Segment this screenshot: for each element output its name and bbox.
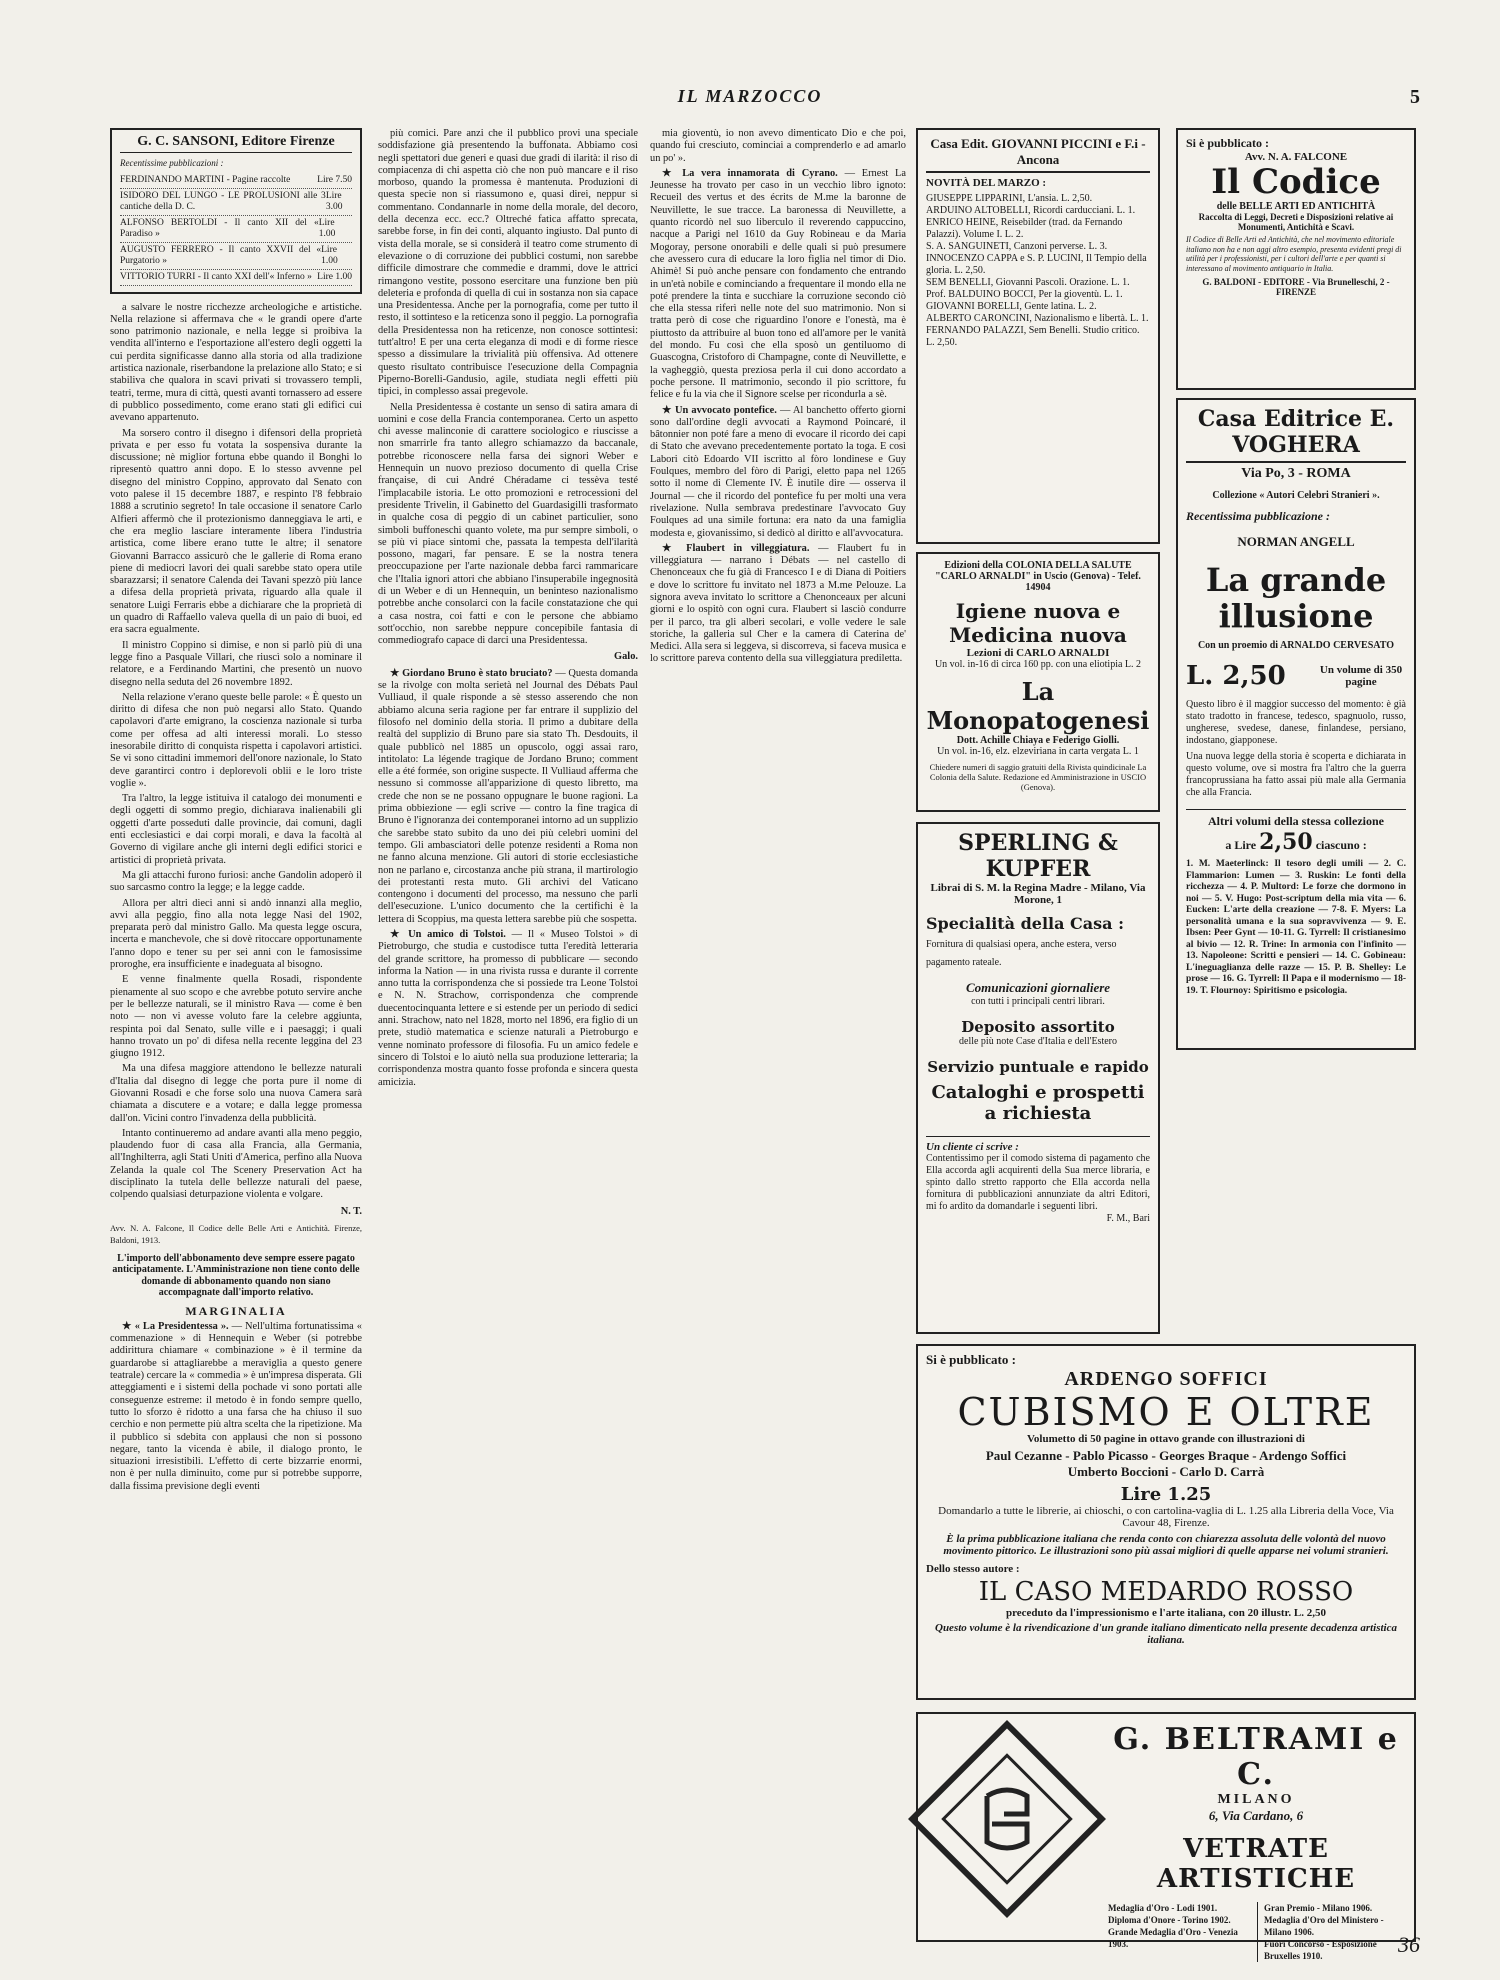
paragraph: Allora per altri dieci anni si andò innanzi alla meglio, avvi alla peggio, fino alla nota legge Nasi del 1902, preparata però dal ministro Gallo. Ma questa legge oscura, incerta e manchevole, che si dovè ritoccare opportunamente l'anno dopo e tener su per sei anni con le famosissime proroghe, era insufficiente e inadeguata al bisogno.	[110, 897, 362, 971]
paragraph: E venne finalmente quella Rosadi, rispondente pienamente al suo scopo e che avrebbe potuto servire anche per le bellezze naturali, se il ministro Rava — come è ben noto — non vi avesse voluto fare la celebre aggiunta, respinta poi dal Senato, sulle ville e i paesaggi; i quali hanno trovato un po' di difesa nella recente leggina del 23 giugno 1912.	[110, 974, 362, 1060]
ad-title: La grande illusione	[1205, 561, 1387, 635]
ad-sub: NOVITÀ DEL MARZO :	[926, 177, 1047, 189]
section-heading: MARGINALIA	[185, 1303, 287, 1318]
article-text: ★ Un avvocato pontefice. — Al banchetto offerto giorni sono dall'ordine degli avvocati a Raymond Poincaré, il bâtonnier non poté fare a meno di evocare il ricordo dei capi di Stato che avevano precedentemente portato la toga. E così Labori citò Edoardo VII iscritto al fòro londinese e Guy Foulques, membro del fòro di Parigi, eletto papa nel 1265 sotto il nome di Clemente IV. È inutile dire — osserva il Journal — che il ricordo del pontefice fu per molti una vera rivelazione. Nulla sembrava predestinare l'avvocato Guy Foulques ad una simile fortuna: era nato da una famiglia modesta e, giovanissimo, si dedicò al diritto e all'avvocatura.	[650, 404, 906, 539]
signature: Galo.	[614, 651, 638, 663]
ad-title: CUBISMO E OLTRE	[957, 1390, 1375, 1434]
article-text: ★ La vera innamorata di Cyrano. — Ernest La Jeunesse ha trovato per caso in un vecchio libro ignoto: Recueil des vertus et des écrits de M.me la baronne de Neuvillette, le sue tracce. La baronessa di Neuvillette, a quanto ricordò nel suo liberculo il reverendo cappuccino, nacque a Parigi nel 1610 da Guy Robineau e da Maria Mogoray, persone onorabili e delle quali si può presumere che avessero cura di educare la loro figlia nel timor di Dio. Ahimè! Si può anche pensare con fondamento che entrando in un'età nobile e cominciando a frequentare il mondo ella ne poté prendere la tinta e succhiare la corruzione secondo ciò che ella stessa riferì nelle note del suo matrimonio. Non si tratta però di cose che riguardino l'onore e l'onestà, ma è piuttosto da attribuire al buon tono ed all'amore per le vanità del mondo. Fu così che ella sposò un gentiluomo di Guascogna, Cristoforo di Champagne, conte di Neuvillette, e la vagheggiò, questa preziosa perla il cui dono accordato a poche persone. Il matrimonio, secondo il pio scrittore, fu felice e fu la via che il Signore scelse per ricondurla a sè.	[650, 167, 906, 401]
ad-head: Edizioni della COLONIA DELLA SALUTE "CARLO ARNALDI" in Uscio (Genova) - Telef. 14904	[935, 560, 1141, 593]
article-title: ★ « La Presidentessa ».	[122, 1320, 229, 1332]
article-text: ★ Flaubert in villeggiatura. — Flaubert fu in villeggiatura — narrano i Débats — nel castello di Chenonceaux che fu già di Francesco I e di Diana di Poitiers e dove lo scrittore fu invitato nel 1873 a M.me Pelouze. La signora aveva invitato lo scrittore a Chenonceaux per alcuni giorni e lo ospitò con ogni cura. Flaubert si lasciò condurre per il parco, tra gli alberi secolari, e volle vedere le sale storiche, la galleria sul Cher e la camera di Caterina de' Medici. Alla sera si leggeva, si discorreva, si faceva musica e lo scrittore pareva contento della sua villeggiatura prediletta.	[650, 542, 906, 665]
ad-item: GIUSEPPE LIPPARINI, L'ansia. L. 2,50.	[926, 193, 1093, 204]
ad-head: G. BELTRAMI e C.	[1113, 1722, 1399, 1792]
ad-title: IL CASO MEDARDO ROSSO	[978, 1577, 1354, 1607]
paragraph: Ma sorsero contro il disegno i difensori della proprietà privata e per esso fu votata la sospensiva durante la discussione; nè miglior fortuna ebbe quando il Bonghi lo ripresentò quattro anni dopo. E lo stesso avvenne pel disegno del ministro Coppino, approvato dal Senato con voto palese il 15 decembre 1887, e respinto l'8 febbraio 1888 a scrutinio segreto! In tale occasione il senatore Carlo Alfieri affermò che il protezionismo danneggiava le arti, e che era meglio lasciare interamente libera l'industria artistica, come libere erano tutte le altre; il senatore Giovanni Barracco assicurò che le gallerie di Roma erano piene di mediocri lavori dei quali sarebbe stato opera utile sbarazzarsi; il senatore Calenda dei Tavani spezzò più lance a difesa della proprietà privata, riguardo alla quale il senatore Luigi Ferraris ebbe a dichiarare che la proprietà di un quadro di Raffaello valeva quella di un paio di buoi, ed era sacra egualmente.	[110, 427, 362, 636]
paragraph: Tra l'altro, la legge istituiva il catalogo dei monumenti e degli oggetti di sommo pregio, dichiarava inalienabili gli oggetti d'arte posseduti dalle provincie, dai comuni, dagli enti ecclesiastici e dai corpi morali, e dava la facoltà al Governo di vigilare anche gli interni degli edifici storici e artistici di proprietà privata.	[110, 793, 362, 866]
book-entry: AUGUSTO FERRERO - Il canto XXVII del « Purgatorio » Lire 1.00	[120, 243, 352, 270]
article-title: ★ Un avvocato pontefice.	[662, 404, 777, 416]
article-title: ★ Flaubert in villeggiatura.	[662, 542, 810, 554]
subscription-notice: L'importo dell'abbonamento deve sempre essere pagato anticipatamente. L'Amministrazione non tiene conto delle domande di abbonamento quando non siano accompagnate dall'importo relativo.	[112, 1252, 360, 1299]
book-entry: VITTORIO TURRI - Il canto XXI dell'« Inferno » Lire 1.00	[120, 270, 352, 286]
paragraph: Ma gli attacchi furono furiosi: anche Gandolin adoperò il suo sarcasmo contro la legge; e la legge cadde.	[110, 869, 362, 894]
ad-item: SEM BENELLI, Giovanni Pascoli. Orazione. L. 1.	[926, 277, 1130, 288]
paragraph: Ma una difesa maggiore attendono le bellezze naturali d'Italia dal disegno di legge che porta pure il nome di Giovanni Rosadi e che forse solo una nuova Camera sarà chiamata a discutere e a votare; e dalla legge promessa dall'on. Vicini contro l'invadenza della pubblicità.	[110, 1063, 362, 1124]
column-3	[650, 128, 906, 1943]
page-number: 5	[1410, 86, 1420, 108]
paragraph: mia gioventù, io non avevo dimenticato Dio e che poi, quando fui cresciuto, cominciai a comprenderlo e ad amarlo un po' ».	[650, 128, 906, 164]
sansoni-ad	[110, 128, 362, 294]
book-entry: ISIDORO DEL LUNGO - LE PROLUSIONI alle 3 cantiche della D. C. Lire 3.00	[120, 189, 352, 216]
signature: N. T.	[340, 1205, 362, 1217]
gb-monogram-logo	[932, 1744, 1082, 1894]
voghera-ad: Casa Editrice E. VOGHERA Via Po, 3 - ROMA Collezione « Autori Celebri Stranieri ». Recentissima pubblicazione : NORMAN ANGELL La grande illusione Con un proemio di ARNALDO CERVESATO L. 2,50 Un volume di 350 pagine Questo libro è il maggior successo del momento: è già stato tradotto in francese, tedesco, spagnuolo, russo, ungherese, svedese, danese, finlandese, persiano, indostano, giapponese. Una nuova legge della storia è scoperta e dichiarata in questo volume, ove si mostra fra l'altro che la guerra francoprussiana ha fatto assai più male alla Germania che alla Francia. Altri volumi della stessa collezione a Lire 2,50 ciascuno : 1. M. Maeterlinck: Il tesoro degli umili — 2. C. Flammarion: Lumen — 3. Ruskin: Le fonti della ricchezza — 4. P. Multord: Le forze che dormono in noi — 5. V. Hugo: Post-scriptum della mia vita — 6. Eucken: L'arte della creazione — 7-8. F. Myers: La personalità umana e la sua sopravvivenza — 9. E. Ibsen: Peer Gynt — 10-11. G. Tyrrell: Il cristianesimo al bivio — 12. R. Trine: In armonia con l'infinito — 13. Napoleone: Scritti e pensieri — 14. C. Gobineau: L'ineguaglianza delle razze — 15. P. B. Shelley: Le prose — 16. G. Tyrrell: Il Papa e il modernismo — 18-19. T. Flournoy: Spiritismo e psicologia.	[1176, 398, 1416, 1050]
ad-item: ENRICO HEINE, Reisebilder (trad. da Fernando Palazzi). Volume I. L. 2.	[926, 217, 1123, 240]
book-entry: ALFONSO BERTOLDI - Il canto XII del « Paradiso » Lire 1.00	[120, 216, 352, 243]
paragraph: Il ministro Coppino si dimise, e non si parlò più di una legge fino a Pasquale Villari, che riuscì solo a nominare il relatore, e a Ferdinando Martini, che presentò un nuovo disegno nella seduta del 26 novembre 1892.	[110, 639, 362, 688]
ad-item: GIOVANNI BORELLI, Gente latina. L. 2.	[926, 301, 1097, 312]
ad-item: ALBERTO CARONCINI, Nazionalismo e libertà. L. 1.	[926, 313, 1149, 324]
ad-item: ARDUINO ALTOBELLI, Ricordi carducciani. L. 1.	[926, 205, 1136, 216]
paragraph: Nella Presidentessa è costante un senso di satira amara di uomini e cose della Francia contemporanea. Certo un aspetto chi avesse malinconie di carattere sociologico e riuscisse a non smarrirle fra tanto allegro schiamazzo da baccanale, potrebbe riconoscere nella farsa dei signori Weber e Hennequin un nuovo prezioso documento di quella Crise française, di cui André Chéradame ci tessèva testé l'implacabile istoria. Le otto promozioni e retrocessioni del presidente Trivelin, il Gabinetto del Guardasigilli trasformato in qualche cosa di peggio di un cabinet particulier, sono simboli buffoneschi quanto volete, ma pur sempre simboli, o se più vi piace sintomi che, passata la tempesta dell'ilarità possono, magari, far pensare. E se la nostra tenera preoccupazione per l'arte nazionale debba farci rammaricare che l'Italia ignori attori che abbiano l'insuperabile ingegnosità di un Weber e di un Hennequin, un beninteso nazionalismo potrebbe anche consolarci con la facile constatazione che qui a casa nostra, coi fatti e con le persone che abbiamo sott'occhio, non sarebbe neppure concepibile fantasia di commediografo capace di darci una Presidentessa.	[378, 401, 638, 647]
paragraph: più comici. Pare anzi che il pubblico provi una speciale soddisfazione già presentendo la buffonata. Abbiamo così negli spettatori due generi e quasi due gradi di ilarità: il riso di compiacenza di chi aspetta ciò che non può mancare e il riso morboso, quando la promessa è mantenuta. Produzioni di questa specie non si riassumono e, quasi direi, neppur si commentano. Condannarle in nome della morale, del decoro, della decenza ecc. ecc.? Oltreché fatica affatto sprecata, sarebbe forse, in fin dei conti, alquanto ingiusto. Dal punto di vista della morale, se si considerà il teatro come strumento di elevazione o di corruzione dei pubblici costumi, non sarebbe difficile dimostrare che commedie e drammi, dove le attrici rimangono vestite, possono esercitare una funzione ben più deleteria e profonda di quella di cui in sostanza non sia capace una Presidentessa. Anche per la pornografia, come per tutto il resto, il sottinteso e la reticenza sono il peggio. La pornografia della Presidentessa non ha reticenze, non conosce sottintesi: tutt'altro! E per una certa eleganza di modi e di forme riesce spesso a dissimulare la trivialità più offensiva. Ad ottenere questo risultato contribuisce l'esecuzione della Compagnia Piperno-Borelli-Gandusio, agile, studiata negli effetti più tipici, in complesso assai pregevole.	[378, 128, 638, 398]
ad-title: Igiene nuova e Medicina nuova	[949, 599, 1127, 647]
sansoni-head: G. C. SANSONI, Editore Firenze	[120, 136, 352, 153]
article-text: ★ Un amico di Tolstoi. — Il « Museo Tolstoi » di Pietroburgo, che studia e custodisce tutta l'eredità letteraria del grande scrittore, ha promesso di pubblicare — secondo informa la Nation — in una rivista russa e durante il corrente anno tutta la corrispondenza che si possiede tra Leone Tolstoi e N. N. Strachow, corrispondenza che comprende duecentocinquanta lettere e si estende per un periodo di sedici anni. Strachow, nato nel 1828, morto nel 1896, era figlio di un prete, studiò matematica e scienze naturali a Pietroburgo e venne nominato professore di filosofia. Fu un amico fedele e sincero di Tolstoi e lo aiutò nella sua produzione letteraria; la corrispondenza mostra quanto fosse profonda e sincera questa amicizia.	[378, 929, 638, 1088]
ad-title: La Monopatogenesi	[926, 677, 1150, 735]
page-header	[0, 86, 1500, 126]
arnaldi-ad: Edizioni della COLONIA DELLA SALUTE "CARLO ARNALDI" in Uscio (Genova) - Telef. 14904 Igiene nuova e Medicina nuova Lezioni di CARLO ARNALDI Un vol. in-16 di circa 160 pp. con una eliotipia L. 2 La Monopatogenesi Dott. Achille Chiaya e Federigo Giolli. Un vol. in-16, elz. elzeviriana in carta vergata L. 1 Chiedere numeri di saggio gratuiti della Rivista quindicinale La Colonia della Salute. Redazione ed Amministrazione in USCIO (Genova).	[916, 552, 1160, 812]
ad-head: SPERLING & KUPFER	[958, 830, 1118, 882]
piccini-ad	[916, 128, 1160, 544]
footer-number: 36	[1398, 1932, 1420, 1957]
soffici-ad: Si è pubblicato : ARDENGO SOFFICI CUBISMO E OLTRE Volumetto di 50 pagine in ottavo grande con illustrazioni di Paul Cezanne - Pablo Picasso - Georges Braque - Ardengo Soffici Umberto Boccioni - Carlo D. Carrà Lire 1.25 Domandarlo a tutte le librerie, ai chioschi, o con cartolina-vaglia di L. 1.25 alla Libreria della Voce, Via Cavour 48, Firenze. È la prima pubblicazione italiana che renda conto con chiarezza assoluta delle volontà del nuovo movimento pittorico. Le illustrazioni sono più assai migliori di quelle apparse nei volumi stranieri. Dello stesso autore : IL CASO MEDARDO ROSSO preceduto da l'impressionismo e l'arte italiana, con 20 illustr. L. 2,50 Questo volume è la rivendicazione d'un grande italiano dimenticato nella presente decadenza artistica italiana.	[916, 1344, 1416, 1700]
masthead-title: IL MARZOCCO	[677, 86, 823, 106]
ad-title: VETRATE ARTISTICHE	[1156, 1834, 1356, 1894]
column-1	[110, 128, 362, 1943]
column-2	[378, 128, 638, 1943]
ad-item: FERNANDO PALAZZI, Sem Benelli. Studio critico. L. 2,50.	[926, 325, 1140, 348]
codice-ad: Si è pubblicato : Avv. N. A. FALCONE Il Codice delle BELLE ARTI ED ANTICHITÀ Raccolta di Leggi, Decreti e Disposizioni relative ai Monumenti, Antichità e Scavi. Il Codice di Belle Arti ed Antichità, che nel movimento editoriale italiano non ha e non aggi altro esempio, presenta evidenti pregi di utilità per i professionisti, per i cultori dell'arte e per quanti si interessano al movimento antiquario in Italia. G. BALDONI - EDITORE - Via Brunelleschi, 2 - FIRENZE	[1176, 128, 1416, 390]
citation: Avv. N. A. Falcone, Il Codice delle Belle Arti e Antichità. Firenze, Baldoni, 1913.	[110, 1222, 362, 1246]
ad-head: Casa Edit. GIOVANNI PICCINI e F.i - Ancona	[926, 136, 1150, 173]
ad-item: INNOCENZO CAPPA e S. P. LUCINI, Il Tempio della gloria. L. 2,50.	[926, 253, 1147, 276]
article-title: ★ Un amico di Tolstoi.	[390, 929, 506, 940]
beltrami-ad: G. BELTRAMI e C. MILANO 6, Via Cardano, 6 VETRATE ARTISTICHE Medaglia d'Oro - Lodi 1901. Diploma d'Onore - Torino 1902. Grande Medaglia d'Oro - Venezia 1903. Gran Premio - Milano 1906. Medaglia d'Oro del Ministero - Milano 1906. Fuori Concorso - Esposizione Bruxelles 1910.	[916, 1712, 1416, 1942]
ad-item: S. A. SANGUINETI, Canzoni perverse. L. 3.	[926, 241, 1108, 252]
paragraph: a salvare le nostre ricchezze archeologiche e artistiche. Nella relazione si affermava che « le grandi opere d'arte sono patrimonio nazionale, e nella legge si proibiva la vendita all'interno e l'esportazione all'estero degli oggetti la cui perdita significasse danno alla storia od alla tradizione artistica nazionale, riserbandone la prelazione allo Stato; e si stabiliva che qualora in scavi privati si trovassero templi, teatri, terme, mura di città, questi avanti tornassero ad essere di pubblico possedimento, come erano stati gli edifici cui avevano appartenuto.	[110, 301, 362, 424]
ad-title: Il Codice	[1211, 162, 1381, 202]
sperling-ad: SPERLING & KUPFER Librai di S. M. la Regina Madre - Milano, Via Morone, 1 Specialità della Casa : Fornitura di qualsiasi opera, anche estera, verso pagamento rateale. Comunicazioni giornaliere con tutti i principali centri librari. Deposito assortito delle più note Case d'Italia e dell'Estero Servizio puntuale e rapido Cataloghi e prospetti a richiesta Un cliente ci scrive : Contentissimo per il comodo sistema di pagamento che Ella accorda agli acquirenti della Sua merce libraria, e spinto dallo stretto rapporto che Ella accorda nella fornitura di pubblicazioni annunziate da altri Editori, mi fo ardito da domandarle i seguenti libri. F. M., Bari	[916, 822, 1160, 1334]
book-entry: FERDINANDO MARTINI - Pagine raccolte Lire 7.50	[120, 173, 352, 189]
article-title: ★ La vera innamorata di Cyrano.	[662, 167, 838, 179]
paragraph: Intanto continueremo ad andare avanti alla meno peggio, plaudendo fuor di casa alla Francia, alla Germania, all'Inghilterra, agli Stati Uniti d'America, perfino alla Nuova Zelanda la quale col The Scenery Preservation Act ha disciplinato la tutela delle bellezze naturali del paese, colpendo qualsiasi deturpazione violenta e volgare.	[110, 1127, 362, 1201]
article-text: ★ Giordano Bruno è stato bruciato? — Questa domanda se la rivolge con molta serietà nel Journal des Débats Paul Vulliaud, il quale risponde a sè stesso asserendo che non abbiamo alcuna seria ragione per far entrare il supplizio del filosofo nel dominio della storia. Il primo a dubitare della realtà del supplizio di Bruno pare sia stato Th. Desdouits, il quale pubblicò nel 1885 un opuscolo, oggi assai raro, intitolato: La légende tragique de Jordano Bruno; comment elle a été formée, son origine suspecte. Il Vulliaud afferma che nessuno si commosse all'apparizione di questo libretto, ma crede che non se ne possano oppugnare le buone ragioni. La prima obbiezione — egli scrive — contro la fine tragica di Bruno è l'ignoranza dei contemporanei intorno ad un supplizio che sarebbe stato subito da uno dei più celebri uomini del tempo. Gli ambasciatori delle potenze residenti a Roma non ne fanno alcuna menzione. Gli autori di storie ecclesiastiche non ne parlano e, circostanza anche più strana, il martirologio dei protestanti resta muto. Gli archivi del Vaticano contengono i documenti del processo, ma nessuno che parli dell'esecuzione. L'unico documento che la certifichi è la lettera di Scoppius, ma questa lettera sarebbe più che sospetta.	[378, 667, 638, 925]
sansoni-sub: Recentissime pubblicazioni :	[120, 158, 224, 169]
article-title: ★ Giordano Bruno è stato bruciato?	[390, 667, 553, 679]
ad-head: Casa Editrice E. VOGHERA	[1186, 406, 1406, 463]
paragraph: Nella relazione v'erano queste belle parole: « È questo un diritto di difesa che non può negarsi allo Stato. Quando capolavori d'arte emigrano, la coscienza nazionale si turba come per offesa ad alti interessi morali. Lo stesso inesorabile diritto di conquista rispetta i capolavori artistici. Se vi sono cittadini immemori dell'onore nazionale, lo Stato deve garantirci contro i deplorevoli oblii e le loro triste voglie ».	[110, 691, 362, 789]
marginalia-text: ★ « La Presidentessa ». — Nell'ultima fortunatissima « commenazione » di Hennequin e Weber (si potrebbe addirittura chiamare « combinazione » è il termine da guardarobe si attagliarebbe a meraviglia a questo genere teatrale) cercare la « commedia » è un'impresa disperata. Gli atteggiamenti e i sistemi della pochade vi sono portati alle conseguenze estreme: il metodo è in fondo sempre quello, tutto lo sforzo è ridotto a una farsa che ha chiuso il suo cerchio e non permette più altra scelta che la ripetizione. Ma il pubblico si sdebita con applausi che non si possono negare, tanto la vicenda è abile, il dialogo pronto, le situazioni irresistibili. L'effetto di certe bizzarrie enormi, non è per nulla diminuito, come pur si potrebbe supporre, dalla fissima previsione degli eventi	[110, 1320, 362, 1492]
ad-item: Prof. BALDUINO BOCCI, Per la gioventù. L. 1.	[926, 289, 1123, 300]
